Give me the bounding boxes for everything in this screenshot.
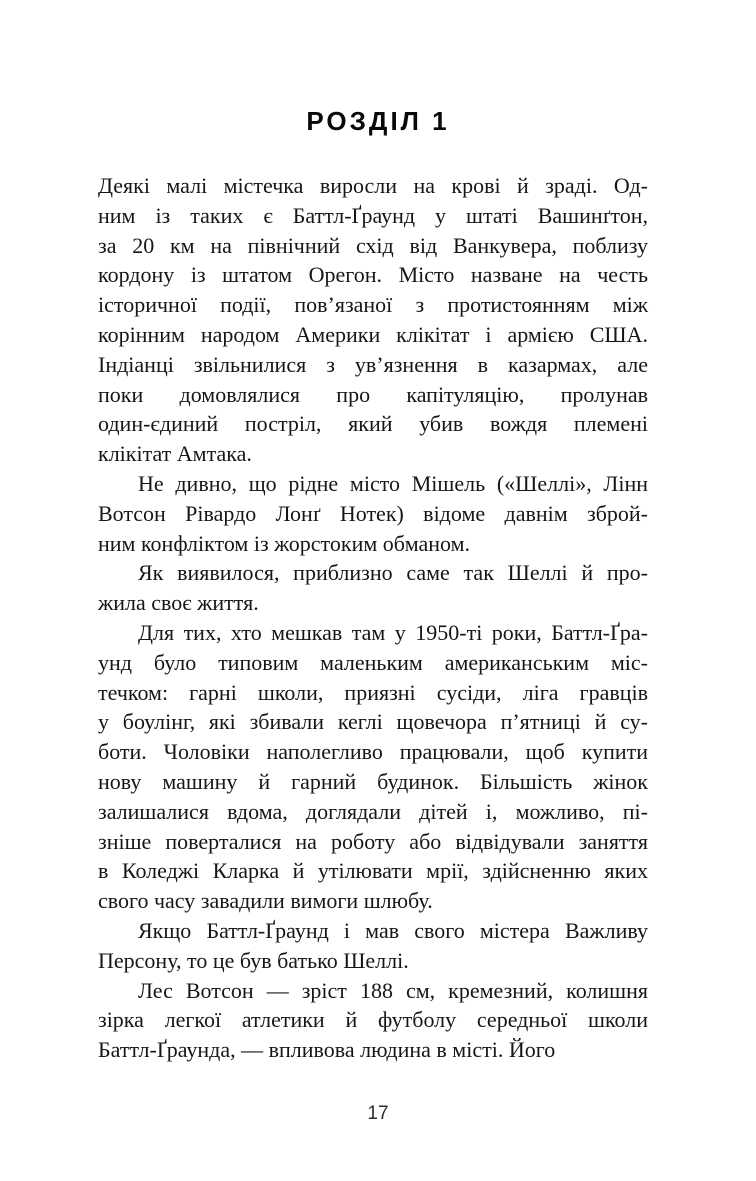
paragraph [98,171,648,469]
text-line: Баттл-Ґраунда, — впливова людина в місті. Його [98,1037,556,1063]
text-line: клікітат Амтака. [98,441,252,467]
text-line: жила своє життя. [98,590,259,616]
paragraph [98,558,648,618]
paragraph [98,618,648,916]
paragraph [98,976,648,1065]
body-text [98,171,648,1065]
paragraph [98,916,648,976]
paragraph [98,469,648,558]
text-line: зніше поверталися на роботу або відвідували заняття [98,828,648,854]
text-line: течком: гарні школи, приязні сусіди, ліга гравців [98,679,648,705]
text-line: Персону, то це був батько Шеллі. [98,947,409,973]
text-line: за 20 км на північний схід від Ванкувера, поблизу [98,232,648,258]
text-line: корінним народом Америки клікітат і армією США. [98,321,648,347]
text-line: в Коледжі Кларка й утілювати мрії, здійсненню яких [98,858,648,884]
page-number: 17 [367,1103,389,1124]
text-line: історичної події, пов’язаної з протистоянням між [98,292,648,318]
chapter-title: РОЗДІЛ 1 [306,106,450,136]
text-line: Лес Вотсон — зріст 188 см, кремезний, колишня [138,977,648,1003]
text-line: Якщо Баттл-Ґраунд і мав свого містера Важливу [138,917,648,943]
text-line: кордону із штатом Орегон. Місто назване на честь [98,262,648,288]
text-line: залишалися вдома, доглядали дітей і, можливо, пі- [98,798,648,824]
text-line: один-єдиний постріл, який убив вождя племені [98,411,648,437]
text-line: унд було типовим маленьким американським міс- [98,649,648,675]
text-line: Для тих, хто мешкав там у 1950-ті роки, Баттл-Ґра- [138,619,648,645]
text-line: Вотсон Рівардо Лонґ Нотек) відоме давнім зброй- [98,500,648,526]
text-line: ним конфліктом із жорстоким обманом. [98,530,471,556]
text-line: свого часу завадили вимоги шлюбу. [98,888,433,914]
text-line: Не дивно, що рідне місто Мішель («Шеллі», Лінн [138,470,648,496]
text-line: боти. Чоловіки наполегливо працювали, щоб купити [98,739,648,765]
text-line: Індіанці звільнилися з ув’язнення в казармах, але [98,351,648,377]
text-line: нову машину й гарний будинок. Більшість жінок [98,768,648,794]
text-line: ним із таких є Баттл-Ґраунд у штаті Вашинґтон, [98,202,648,228]
text-line: Деякі малі містечка виросли на крові й зраді. Од- [98,173,648,198]
text-line: зірка легкої атлетики й футболу середньої школи [98,1007,648,1033]
text-line: поки домовлялися про капітуляцію, пролунав [98,381,648,407]
text-line: у боулінг, які збивали кеглі щовечора п’ятниці й су- [98,709,648,735]
text-line: Як виявилося, приблизно саме так Шеллі й про- [138,560,648,586]
